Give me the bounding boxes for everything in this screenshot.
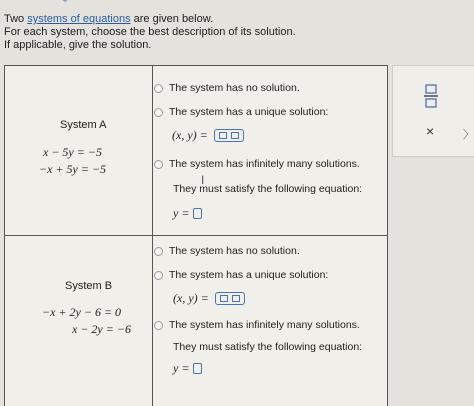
chevron-right-icon[interactable]: 〉 bbox=[463, 129, 474, 141]
system-b-option-unique[interactable]: The system has a unique solution: bbox=[154, 269, 328, 281]
system-b-xy-row: (x, y) = bbox=[173, 291, 245, 306]
system-a-option-unique[interactable]: The system has a unique solution: bbox=[154, 106, 328, 118]
system-b-option-no-solution[interactable]: The system has no solution. bbox=[154, 245, 300, 257]
system-a-option-no-solution[interactable]: The system has no solution. bbox=[154, 82, 300, 94]
radio-icon[interactable] bbox=[154, 160, 163, 169]
system-a-label: System A bbox=[60, 119, 107, 131]
systems-of-equations-link[interactable]: systems of equations bbox=[27, 13, 131, 25]
row-divider bbox=[5, 235, 387, 236]
system-a-y-row: y = bbox=[173, 206, 202, 221]
radio-icon[interactable] bbox=[154, 321, 163, 330]
system-a-y-input[interactable] bbox=[193, 208, 202, 219]
system-b-label: System B bbox=[65, 280, 113, 292]
system-b-satisfy-text: They must satisfy the following equation: bbox=[173, 341, 363, 353]
intro-line-3: If applicable, give the solution. bbox=[4, 39, 152, 51]
system-a-xy-input[interactable] bbox=[214, 129, 244, 142]
math-keypad-panel bbox=[392, 65, 474, 157]
intro-line-2: For each system, choose the best description of its solution. bbox=[4, 26, 296, 38]
system-b-equation-1: −x + 2y − 6 = 0 bbox=[42, 305, 122, 319]
fraction-icon[interactable] bbox=[423, 83, 439, 109]
system-b-y-row: y = bbox=[173, 361, 202, 376]
collapse-chevron-icon[interactable] bbox=[57, 0, 73, 4]
radio-icon[interactable] bbox=[154, 247, 163, 256]
radio-icon[interactable] bbox=[154, 271, 163, 280]
text-cursor-icon: I bbox=[201, 173, 205, 187]
radio-icon[interactable] bbox=[154, 108, 163, 117]
system-a-option-infinite[interactable]: The system has infinitely many solutions. bbox=[154, 158, 360, 170]
system-b-option-infinite[interactable]: The system has infinitely many solutions. bbox=[154, 319, 360, 331]
system-b-xy-input[interactable] bbox=[215, 292, 245, 305]
intro-line-1: Two systems of equations are given below. bbox=[4, 13, 214, 25]
system-b-equation-2: x − 2y = −6 bbox=[72, 322, 131, 336]
column-divider bbox=[152, 66, 153, 406]
close-icon[interactable]: × bbox=[426, 123, 435, 139]
system-b-y-input[interactable] bbox=[193, 363, 202, 374]
system-a-xy-row: (x, y) = bbox=[172, 128, 244, 143]
system-a-equation-1: x − 5y = −5 bbox=[43, 145, 102, 159]
systems-table bbox=[4, 65, 388, 406]
instructions bbox=[4, 13, 296, 52]
system-a-satisfy-text: They must satisfy the following equation: bbox=[173, 183, 363, 195]
radio-icon[interactable] bbox=[154, 84, 163, 93]
system-a-equation-2: −x + 5y = −5 bbox=[39, 162, 107, 176]
